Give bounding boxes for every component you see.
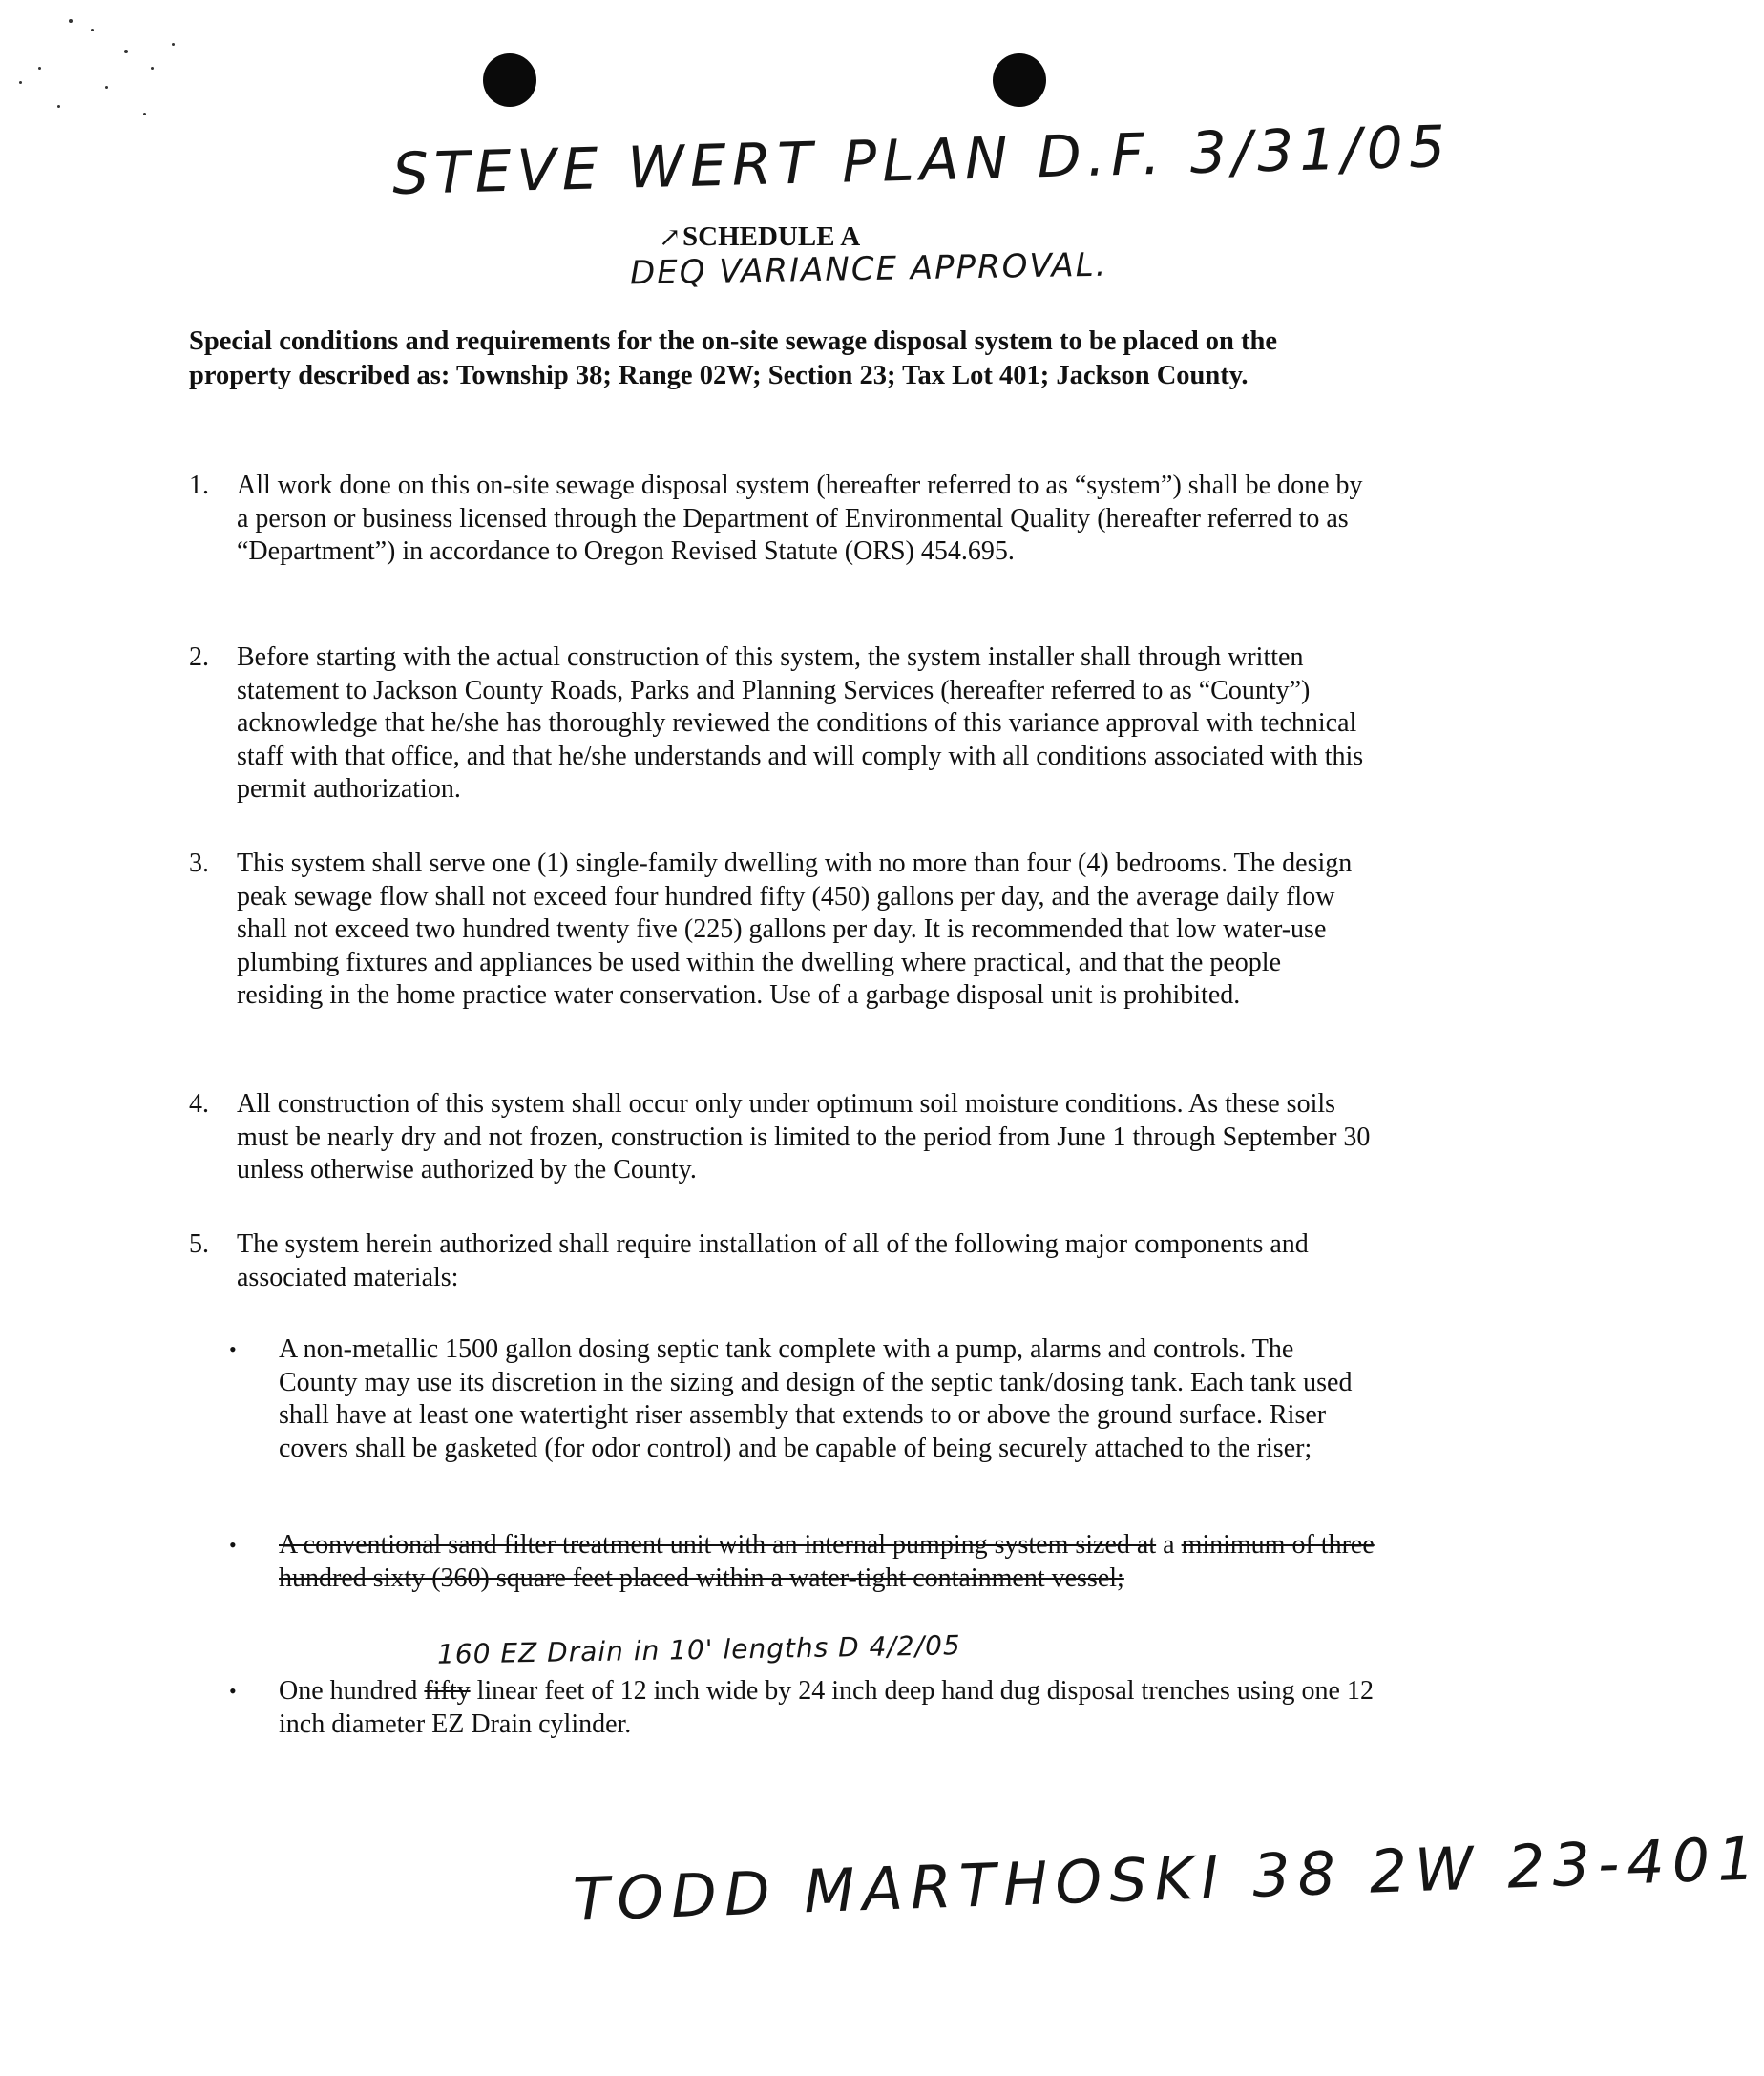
binder-hole-right xyxy=(993,53,1046,107)
handwritten-trench-note: 160 EZ Drain in 10' lengths D 4/2/05 xyxy=(436,1629,961,1670)
item-text: This system shall serve one (1) single-family dwelling with no more than four (4) bedrooms. The design peak sewage flow shall not exceed four hundred fifty (450) gallons per day, and the average daily flow shall not exceed two hundred twenty five (225) gallons per day. It is recommended that low water-use plumbing fixtures and appliances be used within the dwelling where practical, and that the people residing in the home practice water conservation. Use of a garbage disposal unit is prohibited. xyxy=(237,849,1353,1010)
bullet-text: A non-metallic 1500 gallon dosing septic tank complete with a pump, alarms and controls. The County may use its discretion in the sizing and design of the septic tank/dosing tank. Each tank used shall have at least one watertight riser assembly that extends to or above the ground surface. Riser covers shall be gasketed (for odor control) and be capable of being securely attached to the riser; xyxy=(279,1334,1353,1463)
component-bullet-septic-tank xyxy=(229,1333,1375,1465)
item-text: Before starting with the actual construction of this system, the system installer shall through written statement to Jackson County Roads, Parks and Planning Services (hereafter referred to as “County”) acknowledge that he/she has thoroughly reviewed the conditions of this variance approval with technical staff with that office, and that he/she understands and will comply with all conditions associated with this permit authorization. xyxy=(237,642,1364,804)
handwritten-arrow: ↗ xyxy=(659,223,682,253)
struck-text-continued: minimum of three hundred sixty (360) square feet placed within a water-tight containment vessel; xyxy=(279,1530,1375,1593)
condition-item-1 xyxy=(189,470,1373,569)
item-number: 1. xyxy=(189,471,209,500)
item-number: 5. xyxy=(189,1229,209,1259)
bullet-text xyxy=(279,1675,1375,1741)
struck-word: fifty xyxy=(424,1676,471,1706)
struck-text: A conventional sand filter treatment unit with an internal pumping system sized at xyxy=(279,1530,1157,1560)
condition-item-4 xyxy=(189,1088,1373,1187)
item-text: All work done on this on-site sewage disposal system (hereafter referred to as “system”) shall be done by a person or business licensed through the Department of Environmental Quality (hereafter referred to as “Department”) in accordance to Oregon Revised Statute (ORS) 454.695. xyxy=(237,471,1363,566)
bullet-text-plain: a xyxy=(1156,1530,1175,1560)
bullet-marker: • xyxy=(229,1533,237,1557)
handwritten-title: STEVE WERT PLAN D.F. 3/31/05 xyxy=(391,113,1452,208)
condition-item-3 xyxy=(189,848,1373,1013)
item-text: The system herein authorized shall require installation of all of the following major components and associated materials: xyxy=(237,1229,1309,1292)
bullet-text xyxy=(279,1529,1375,1595)
component-bullet-disposal-trenches xyxy=(229,1675,1375,1741)
binder-hole-left xyxy=(483,53,536,107)
schedule-heading: SCHEDULE A xyxy=(682,221,861,252)
bullet-text-after: linear feet of 12 inch wide by 24 inch deep hand dug disposal trenches using one 12 inch diameter EZ Drain cylinder. xyxy=(279,1676,1374,1739)
item-text: All construction of this system shall occur only under optimum soil moisture conditions. As these soils must be nearly dry and not frozen, construction is limited to the period from June 1 through September 30 unless otherwise authorized by the County. xyxy=(237,1089,1371,1185)
bullet-text-before: One hundred xyxy=(279,1676,418,1706)
component-bullet-sand-filter-struck xyxy=(229,1529,1375,1595)
item-number: 2. xyxy=(189,642,209,672)
condition-item-5 xyxy=(189,1228,1373,1294)
item-number: 4. xyxy=(189,1089,209,1119)
item-number: 3. xyxy=(189,849,209,878)
handwritten-signature: TODD MARTHOSKI 38 2W 23-401 xyxy=(572,1823,1764,1935)
condition-item-2 xyxy=(189,641,1373,807)
bullet-marker: • xyxy=(229,1337,237,1361)
intro-paragraph: Special conditions and requirements for the on-site sewage disposal system to be placed on the property described as: Township 38; Range 02W; Section 23; Tax Lot 401; Jackson County. xyxy=(189,326,1278,390)
handwritten-subtitle: DEQ VARIANCE APPROVAL. xyxy=(629,245,1108,293)
bullet-marker: • xyxy=(229,1679,237,1703)
